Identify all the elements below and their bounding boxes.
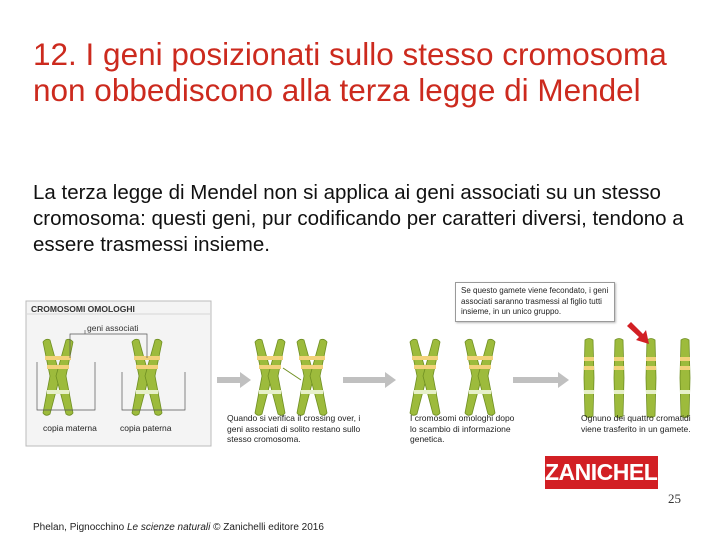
- footer-credit: [33, 522, 324, 533]
- crossover-chromosome-2: [297, 339, 327, 415]
- chromatid-2: [614, 339, 624, 418]
- copia-materna-label: copia materna: [43, 423, 97, 433]
- geni-associati-label: geni associati: [87, 323, 139, 333]
- exchanged-chromosome-2: [465, 339, 495, 415]
- homologous-title: CROMOSOMI OMOLOGHI: [31, 304, 135, 314]
- slide-body-text: La terza legge di Mendel non si applica ai geni associati su un stesso cromosoma: questi geni, pur codificando per caratteri diversi, tendono a essere trasmessi insieme.: [33, 181, 684, 256]
- page-number: 25: [668, 491, 681, 506]
- footer-book: Le scienze naturali: [126, 522, 211, 533]
- zanichelli-logo: ZANICHELLI: [545, 456, 658, 489]
- chromatid-4: [680, 339, 690, 418]
- chromosome-figure: [25, 282, 717, 452]
- chromatid-3: [646, 339, 656, 418]
- slide-title: 12. I geni posizionati sullo stesso cromosoma non obbediscono alla terza legge di Mendel: [33, 36, 667, 108]
- arrow-2: [343, 372, 396, 388]
- callout-arrow: [627, 322, 649, 344]
- crossover-chromosome-1: [255, 339, 285, 415]
- footer-publisher: © Zanichelli editore 2016: [213, 522, 324, 533]
- omologhi-caption: I cromosomi omologhi dopo lo scambio di informazione genetica.: [410, 413, 515, 444]
- chromatid-1: [584, 339, 594, 418]
- arrow-3: [513, 372, 569, 388]
- copia-paterna-label: copia paterna: [120, 423, 172, 433]
- arrow-1: [217, 372, 251, 388]
- exchanged-chromosome-1: [410, 339, 440, 415]
- crossing-caption: Quando si verifica il crossing over, i geni associati di solito restano sullo stesso cromosoma.: [227, 413, 361, 444]
- gamete-callout: Se questo gamete viene fecondato, i geni associati saranno trasmessi al figlio tutti insieme, in un unico gruppo.: [455, 282, 615, 322]
- gamete-caption: Ognuno dei quattro cromatidi viene trasferito in un gamete.: [581, 413, 691, 434]
- footer-authors: Phelan, Pignocchino: [33, 522, 125, 533]
